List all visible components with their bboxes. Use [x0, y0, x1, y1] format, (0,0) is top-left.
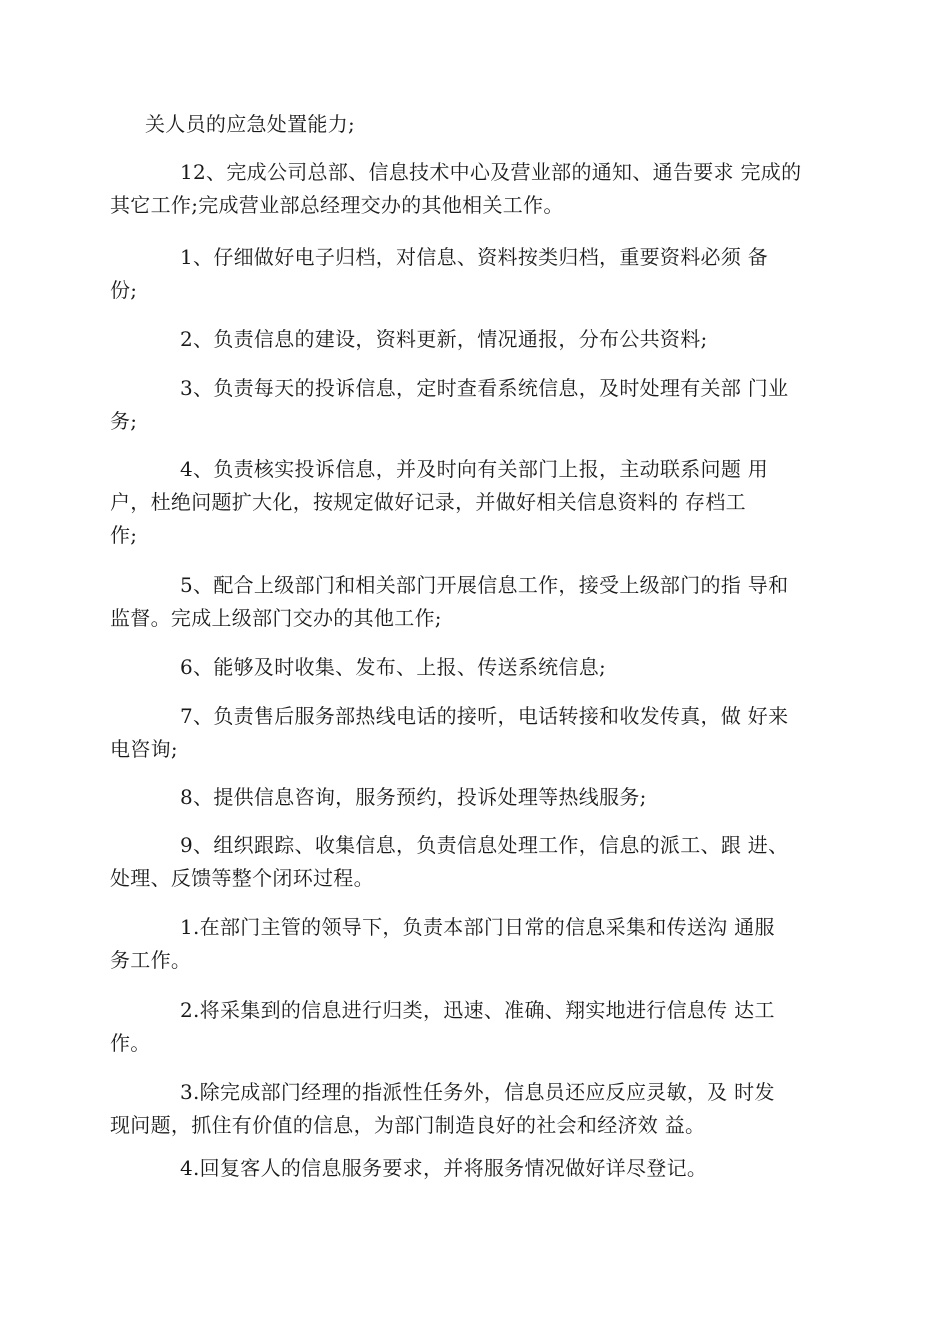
paragraph-line: 作;	[110, 523, 138, 547]
paragraph-item-8	[145, 781, 835, 814]
paragraph-item-9	[110, 829, 835, 895]
paragraph-line: 9、组织跟踪、收集信息，负责信息处理工作，信息的派工、跟 进、	[180, 833, 789, 857]
paragraph-numbered-2	[110, 994, 835, 1060]
paragraph-item-1	[110, 241, 835, 307]
paragraph-line: 电咨询;	[110, 737, 178, 761]
paragraph-item-12	[110, 156, 835, 222]
paragraph-line: 份;	[110, 278, 138, 302]
paragraph-line: 监督。完成上级部门交办的其他工作;	[110, 606, 442, 630]
paragraph-line: 2、负责信息的建设，资料更新，情况通报，分布公共资料;	[180, 327, 708, 351]
paragraph-line: 6、能够及时收集、发布、上报、传送系统信息;	[180, 655, 607, 679]
paragraph-numbered-1	[110, 911, 835, 977]
paragraph-line: 3.除完成部门经理的指派性任务外，信息员还应反应灵敏，及 时发	[180, 1080, 775, 1104]
paragraph-item-2	[145, 323, 835, 356]
paragraph-line: 其它工作;完成营业部总经理交办的其他相关工作。	[110, 193, 564, 217]
paragraph-line: 2.将采集到的信息进行归类，迅速、准确、翔实地进行信息传 达工	[180, 998, 775, 1022]
paragraph-item-4	[110, 453, 835, 552]
paragraph-line: 4.回复客人的信息服务要求，并将服务情况做好详尽登记。	[180, 1156, 708, 1180]
paragraph-line: 务工作。	[110, 948, 192, 972]
paragraph-numbered-4	[145, 1152, 835, 1185]
paragraph-line: 关人员的应急处置能力;	[145, 112, 356, 136]
paragraph-item-6	[145, 651, 835, 684]
paragraph-item-3	[110, 372, 835, 438]
paragraph-line: 5、配合上级部门和相关部门开展信息工作，接受上级部门的指 导和	[180, 573, 789, 597]
paragraph-line: 3、负责每天的投诉信息，定时查看系统信息，及时处理有关部 门业	[180, 376, 789, 400]
paragraph-item-7	[110, 700, 835, 766]
paragraph-line: 1.在部门主管的领导下，负责本部门日常的信息采集和传送沟 通服	[180, 915, 775, 939]
paragraph-line: 4、负责核实投诉信息，并及时向有关部门上报，主动联系问题 用	[180, 457, 769, 481]
paragraph-line: 1、仔细做好电子归档，对信息、资料按类归档，重要资料必须 备	[180, 245, 769, 269]
paragraph-line: 户，杜绝问题扩大化，按规定做好记录，并做好相关信息资料的 存档工	[110, 490, 746, 514]
paragraph-line: 作。	[110, 1031, 151, 1055]
paragraph-line: 现问题，抓住有价值的信息，为部门制造良好的社会和经济效 益。	[110, 1113, 706, 1137]
paragraph-continuation	[145, 108, 835, 141]
paragraph-line: 12、完成公司总部、信息技术中心及营业部的通知、通告要求 完成的	[180, 160, 802, 184]
paragraph-item-5	[110, 569, 835, 635]
paragraph-line: 7、负责售后服务部热线电话的接听，电话转接和收发传真，做 好来	[180, 704, 789, 728]
paragraph-line: 8、提供信息咨询，服务预约，投诉处理等热线服务;	[180, 785, 647, 809]
paragraph-line: 处理、反馈等整个闭环过程。	[110, 866, 374, 890]
paragraph-numbered-3	[110, 1076, 835, 1142]
paragraph-line: 务;	[110, 409, 138, 433]
